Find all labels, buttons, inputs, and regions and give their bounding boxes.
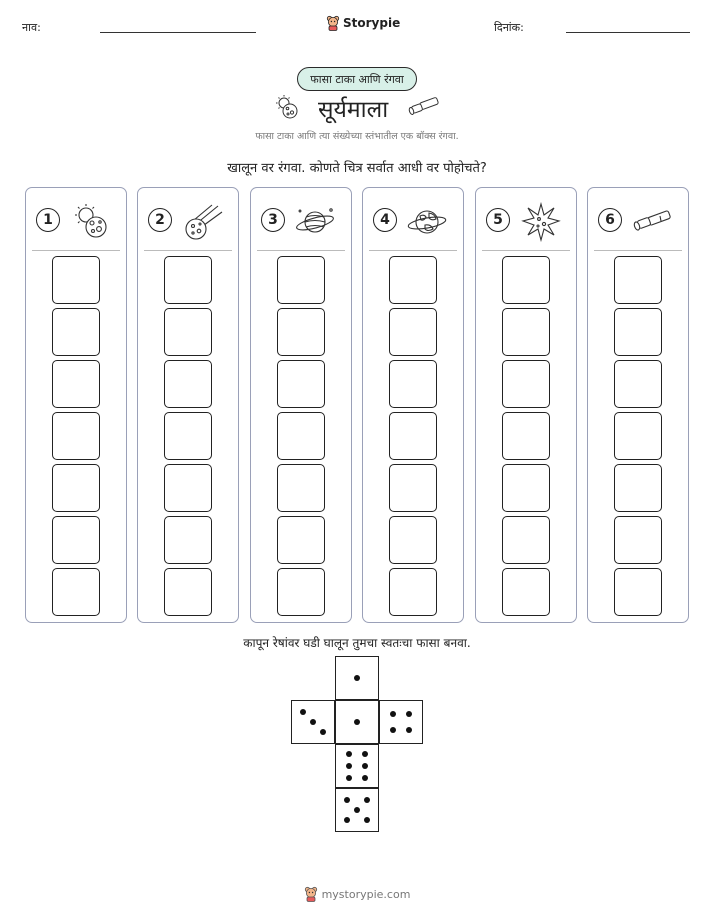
sun-planet-icon	[272, 94, 304, 122]
column-header	[138, 188, 238, 248]
column-2	[137, 187, 239, 623]
column-header	[588, 188, 688, 248]
dice-face-top[interactable]	[335, 656, 379, 700]
dice-pip	[354, 675, 360, 681]
dice-pip	[310, 719, 316, 725]
color-box[interactable]	[502, 516, 550, 564]
dice-pip	[320, 729, 326, 735]
color-box[interactable]	[52, 412, 100, 460]
color-box[interactable]	[164, 568, 212, 616]
dice-face-bottom[interactable]	[335, 788, 379, 832]
column-divider	[369, 250, 457, 251]
dice-pip	[364, 817, 370, 823]
dice-face-left[interactable]	[291, 700, 335, 744]
name-field-line[interactable]	[100, 32, 256, 33]
name-label: नाव:	[22, 21, 41, 34]
color-box[interactable]	[164, 464, 212, 512]
column-header	[476, 188, 576, 248]
color-box[interactable]	[277, 412, 325, 460]
column-number: 5	[486, 208, 510, 232]
column-header	[26, 188, 126, 248]
color-box[interactable]	[389, 360, 437, 408]
color-box[interactable]	[614, 360, 662, 408]
dice-pip	[354, 807, 360, 813]
color-box[interactable]	[502, 568, 550, 616]
dice-pip	[346, 763, 352, 769]
column-number: 6	[598, 208, 622, 232]
date-label: दिनांक:	[494, 21, 524, 34]
telescope-icon	[408, 94, 442, 120]
color-box[interactable]	[164, 516, 212, 564]
dice-face-right[interactable]	[379, 700, 423, 744]
column-5	[475, 187, 577, 623]
footer	[0, 886, 714, 902]
dice-face-center[interactable]	[335, 700, 379, 744]
sun-planet-icon	[70, 202, 112, 242]
dice-pip	[346, 751, 352, 757]
color-box[interactable]	[52, 516, 100, 564]
column-divider	[594, 250, 682, 251]
color-box[interactable]	[52, 256, 100, 304]
dice-pip	[344, 797, 350, 803]
color-box[interactable]	[164, 256, 212, 304]
color-box[interactable]	[389, 516, 437, 564]
color-box[interactable]	[502, 256, 550, 304]
column-divider	[32, 250, 120, 251]
color-box[interactable]	[52, 308, 100, 356]
column-divider	[144, 250, 232, 251]
color-box[interactable]	[502, 464, 550, 512]
color-box[interactable]	[502, 412, 550, 460]
color-box[interactable]	[164, 308, 212, 356]
cut-instruction: कापून रेषांवर घडी घालून तुमचा स्वतःचा फासा बनवा.	[243, 636, 471, 650]
column-1	[25, 187, 127, 623]
telescope-icon	[632, 202, 674, 242]
column-number: 3	[261, 208, 285, 232]
ringed-planet-icon	[295, 202, 337, 242]
color-box[interactable]	[277, 256, 325, 304]
color-box[interactable]	[614, 256, 662, 304]
color-box[interactable]	[502, 308, 550, 356]
storypie-mascot-icon	[304, 886, 318, 902]
dice-pip	[390, 711, 396, 717]
color-box[interactable]	[389, 256, 437, 304]
star-burst-icon	[520, 202, 562, 242]
dice-columns	[25, 187, 690, 623]
comet-icon	[182, 202, 224, 242]
color-box[interactable]	[277, 464, 325, 512]
brand-name: Storypie	[343, 16, 401, 30]
column-divider	[482, 250, 570, 251]
color-box[interactable]	[52, 464, 100, 512]
column-3	[250, 187, 352, 623]
color-box[interactable]	[614, 516, 662, 564]
column-divider	[257, 250, 345, 251]
color-box[interactable]	[277, 568, 325, 616]
column-number: 1	[36, 208, 60, 232]
column-number: 2	[148, 208, 172, 232]
dice-pip	[362, 751, 368, 757]
color-box[interactable]	[389, 412, 437, 460]
dice-pip	[346, 775, 352, 781]
subtitle: फासा टाका आणि त्या संख्येच्या स्तंभातील एक बॉक्स रंगवा.	[255, 131, 459, 142]
dice-pip	[406, 727, 412, 733]
column-6	[587, 187, 689, 623]
footer-url: mystorypie.com	[321, 887, 411, 901]
column-number: 4	[373, 208, 397, 232]
page-title: सूर्यमाला	[318, 97, 389, 123]
column-header	[251, 188, 351, 248]
color-box[interactable]	[614, 412, 662, 460]
instruction-text: खालून वर रंगवा. कोणते चित्र सर्वात आधी वर पोहोचते?	[227, 161, 487, 176]
dice-pip	[362, 763, 368, 769]
color-box[interactable]	[614, 308, 662, 356]
brand-logo	[326, 14, 400, 32]
column-4	[362, 187, 464, 623]
column-header	[363, 188, 463, 248]
color-box[interactable]	[389, 464, 437, 512]
dice-pip	[354, 719, 360, 725]
activity-pill: फासा टाका आणि रंगवा	[297, 67, 417, 91]
storypie-mascot-icon	[326, 15, 340, 31]
color-box[interactable]	[277, 308, 325, 356]
header-row	[0, 14, 714, 44]
title-row	[0, 92, 714, 126]
color-box[interactable]	[52, 360, 100, 408]
color-box[interactable]	[52, 568, 100, 616]
color-box[interactable]	[277, 516, 325, 564]
color-box[interactable]	[389, 308, 437, 356]
dice-pip	[406, 711, 412, 717]
dice-pip	[300, 709, 306, 715]
color-box[interactable]	[614, 568, 662, 616]
color-box[interactable]	[502, 360, 550, 408]
color-box[interactable]	[164, 412, 212, 460]
dice-pip	[344, 817, 350, 823]
dice-pip	[362, 775, 368, 781]
color-box[interactable]	[389, 568, 437, 616]
dice-pip	[364, 797, 370, 803]
color-box[interactable]	[277, 360, 325, 408]
dice-pip	[390, 727, 396, 733]
date-field-line[interactable]	[566, 32, 690, 33]
dice-face-lower[interactable]	[335, 744, 379, 788]
color-box[interactable]	[614, 464, 662, 512]
earth-icon	[407, 202, 449, 242]
color-box[interactable]	[164, 360, 212, 408]
